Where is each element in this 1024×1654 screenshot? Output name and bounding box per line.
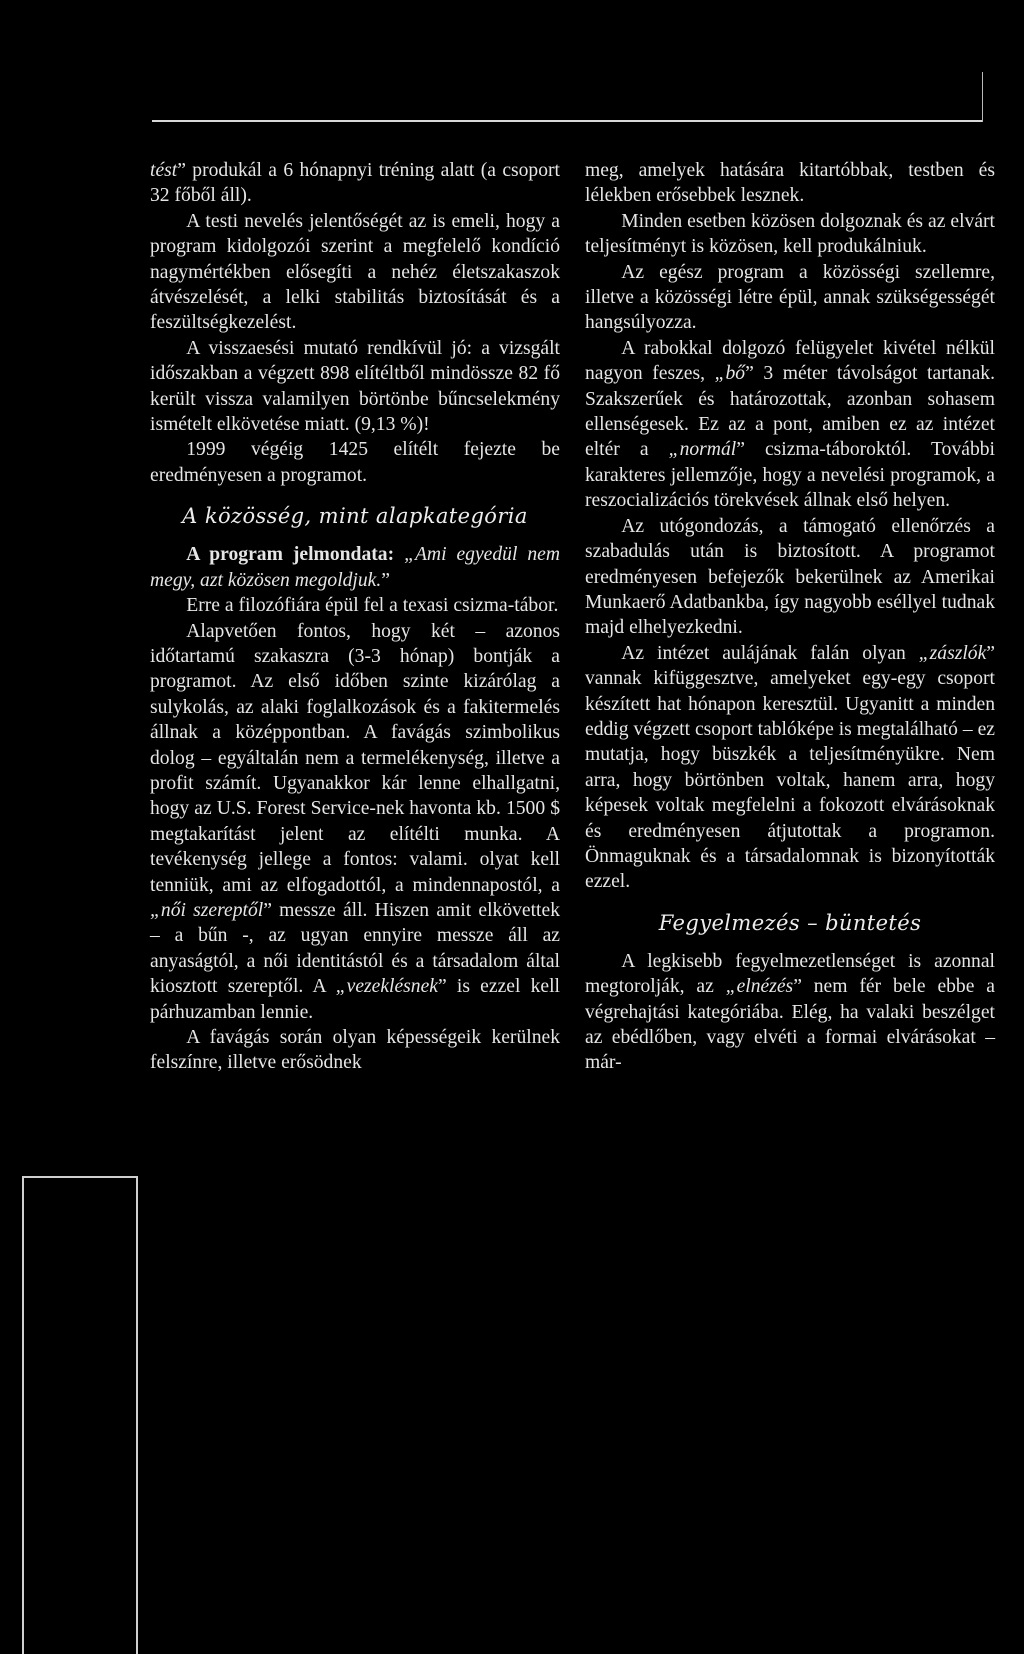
paragraph: A testi nevelés jelentőségét az is emeli, hogy a program kidolgozói szerint a megfelelő kondíció nagymértékben elősegíti a nehéz életszakaszok átvészelését, a lelki stabilitás biztosítását és a feszültségkezelést. bbox=[150, 210, 560, 334]
text: ” produkál a 6 hónapnyi tréning alatt (a csoport 32 főből áll). bbox=[150, 160, 560, 207]
text: ” 3 méter távolságot tartanak. Szakszerűek és határozottak, azonban sohasem ellenségesek. Ez az a pont, amiben ez az intézet eltér a bbox=[585, 363, 995, 461]
paragraph: meg, amelyek hatására kitartóbbak, testben és lélekben erősebbek lesznek. bbox=[585, 160, 995, 207]
emphasis: „női szereptől bbox=[150, 899, 264, 921]
text: A legkisebb fegyelmezetlenséget is azonnal megtorolják, az bbox=[585, 950, 995, 998]
text: Alapvetően fontos, hogy két – azonos időtartamú szakaszra (3-3 hónap) bontják a programot. Az első időben szinte kizárólag a sulykolás, az alaki foglalkozások és a fakitermelés állnak a középpontban. A favágás szimbolikus dolog – egyáltalán nem a termelékenység, illetve a profit számít. Ugyanakkor kár lenne elhallgatni, hogy az U.S. Forest Service-nek havonta kb. 1500 $ megtakarítást jelent az elítélti munka. A tevékenység jellege a fontos: valami. olyat kell tenniük, ami az elfogadottól, a mindennapostól, a bbox=[150, 620, 560, 896]
section-heading bbox=[585, 909, 995, 937]
text: ” csizma-táboroktól. További karakteres jellemzője, hogy a nevelési programok, a reszocializációs törekvések állnak első helyen. bbox=[585, 439, 995, 512]
paragraph: Erre a filozófiára épül fel a texasi csizma-tábor. bbox=[186, 595, 559, 617]
section-heading bbox=[150, 502, 560, 530]
emphasis: „elnézés bbox=[725, 976, 794, 998]
emphasis: „normál bbox=[668, 439, 737, 461]
paragraph: A visszaesési mutató rendkívül jó: a vizsgált időszakban a végzett 898 elítéltből mindössze 82 fő került vissza valamilyen börtönbe bűncselekmény ismételt elkövetése miatt. (9,13 %)! bbox=[150, 337, 560, 436]
text: ” messze áll. Hiszen amit elkövettek – a bűn -, az ugyan ennyire messze áll az anyaságtól, a női identitástól és a társadalom által kiosztott szereptől. A bbox=[150, 899, 560, 998]
text: A rabokkal dolgozó felügyelet kivétel nélkül nagyon feszes, bbox=[585, 337, 995, 385]
text: ” is ezzel kell párhuzamban lennie. bbox=[150, 976, 561, 1023]
paragraph: 1999 végéig 1425 elítélt fejezte be eredményesen a programot. bbox=[150, 439, 560, 486]
text: Az intézet aulájának falán olyan bbox=[621, 642, 919, 664]
paragraph bbox=[585, 949, 995, 1076]
text: ” vannak kifüggesztve, amelyeket egy-egy csoport készített hat hónapon keresztül. Ugyanitt a minden eddig végzett csoport tablóképe is megtalálható – ez mutatja, hogy büszkék a teljesítményükre. Nem arra, hogy börtönben voltak, hanem arra, hogy képesek voltak megfelelni a fokozott elvárásoknak és eredményesen átjutottak a programon. Önmaguknak és a társadalomnak is bizonyították ezzel. bbox=[585, 642, 995, 893]
emphasis: tést bbox=[150, 160, 178, 181]
header-rule bbox=[152, 120, 982, 122]
emphasis: „vezeklésnek bbox=[335, 976, 438, 998]
section-heading-text: A közösség, mint alapkategória bbox=[182, 504, 528, 529]
bold-text: A program jelmondata: bbox=[186, 544, 405, 566]
text: ” nem fér bele ebbe a végrehajtási kategóriába. Elég, ha valaki beszélget az ebédlőben, vagy elvéti a formai elvárásokat – már- bbox=[585, 976, 995, 1074]
section-heading-text: Fegyelmezés – büntetés bbox=[658, 910, 922, 935]
left-column bbox=[150, 158, 560, 1076]
paragraph: Az egész program a közösségi szellemre, illetve a közösségi létre épül, annak szükségességét hangsúlyozza. bbox=[585, 261, 995, 334]
margin-box bbox=[22, 1176, 138, 1654]
paragraph bbox=[585, 641, 995, 895]
paragraph bbox=[150, 542, 560, 593]
emphasis: „zászlók bbox=[918, 642, 987, 664]
paragraph: A favágás során olyan képességeik kerülnek felszínre, illetve erősödnek bbox=[150, 1027, 560, 1074]
paragraph: Minden esetben közösen dolgoznak és az elvárt teljesítményt is közösen, kell produkálniuk. bbox=[585, 210, 995, 258]
paragraph bbox=[585, 336, 995, 514]
paragraph: Az utógondozás, a támogató ellenőrzés a szabadulás után is biztosított. A programot eredményesen befejezők bekerülnek az Amerikai Munkaerő Adatbankba, így nagyobb eséllyel tudnak majd elhelyezkedni. bbox=[585, 515, 995, 639]
right-column bbox=[585, 158, 995, 1076]
text: ” bbox=[381, 569, 390, 591]
paragraph bbox=[150, 619, 560, 1026]
emphasis: „Ami egyedül nem megy, azt közösen megoldjuk. bbox=[150, 544, 560, 591]
header-tick-mark bbox=[982, 72, 983, 122]
paragraph bbox=[150, 158, 560, 209]
emphasis: „bő bbox=[714, 363, 746, 385]
